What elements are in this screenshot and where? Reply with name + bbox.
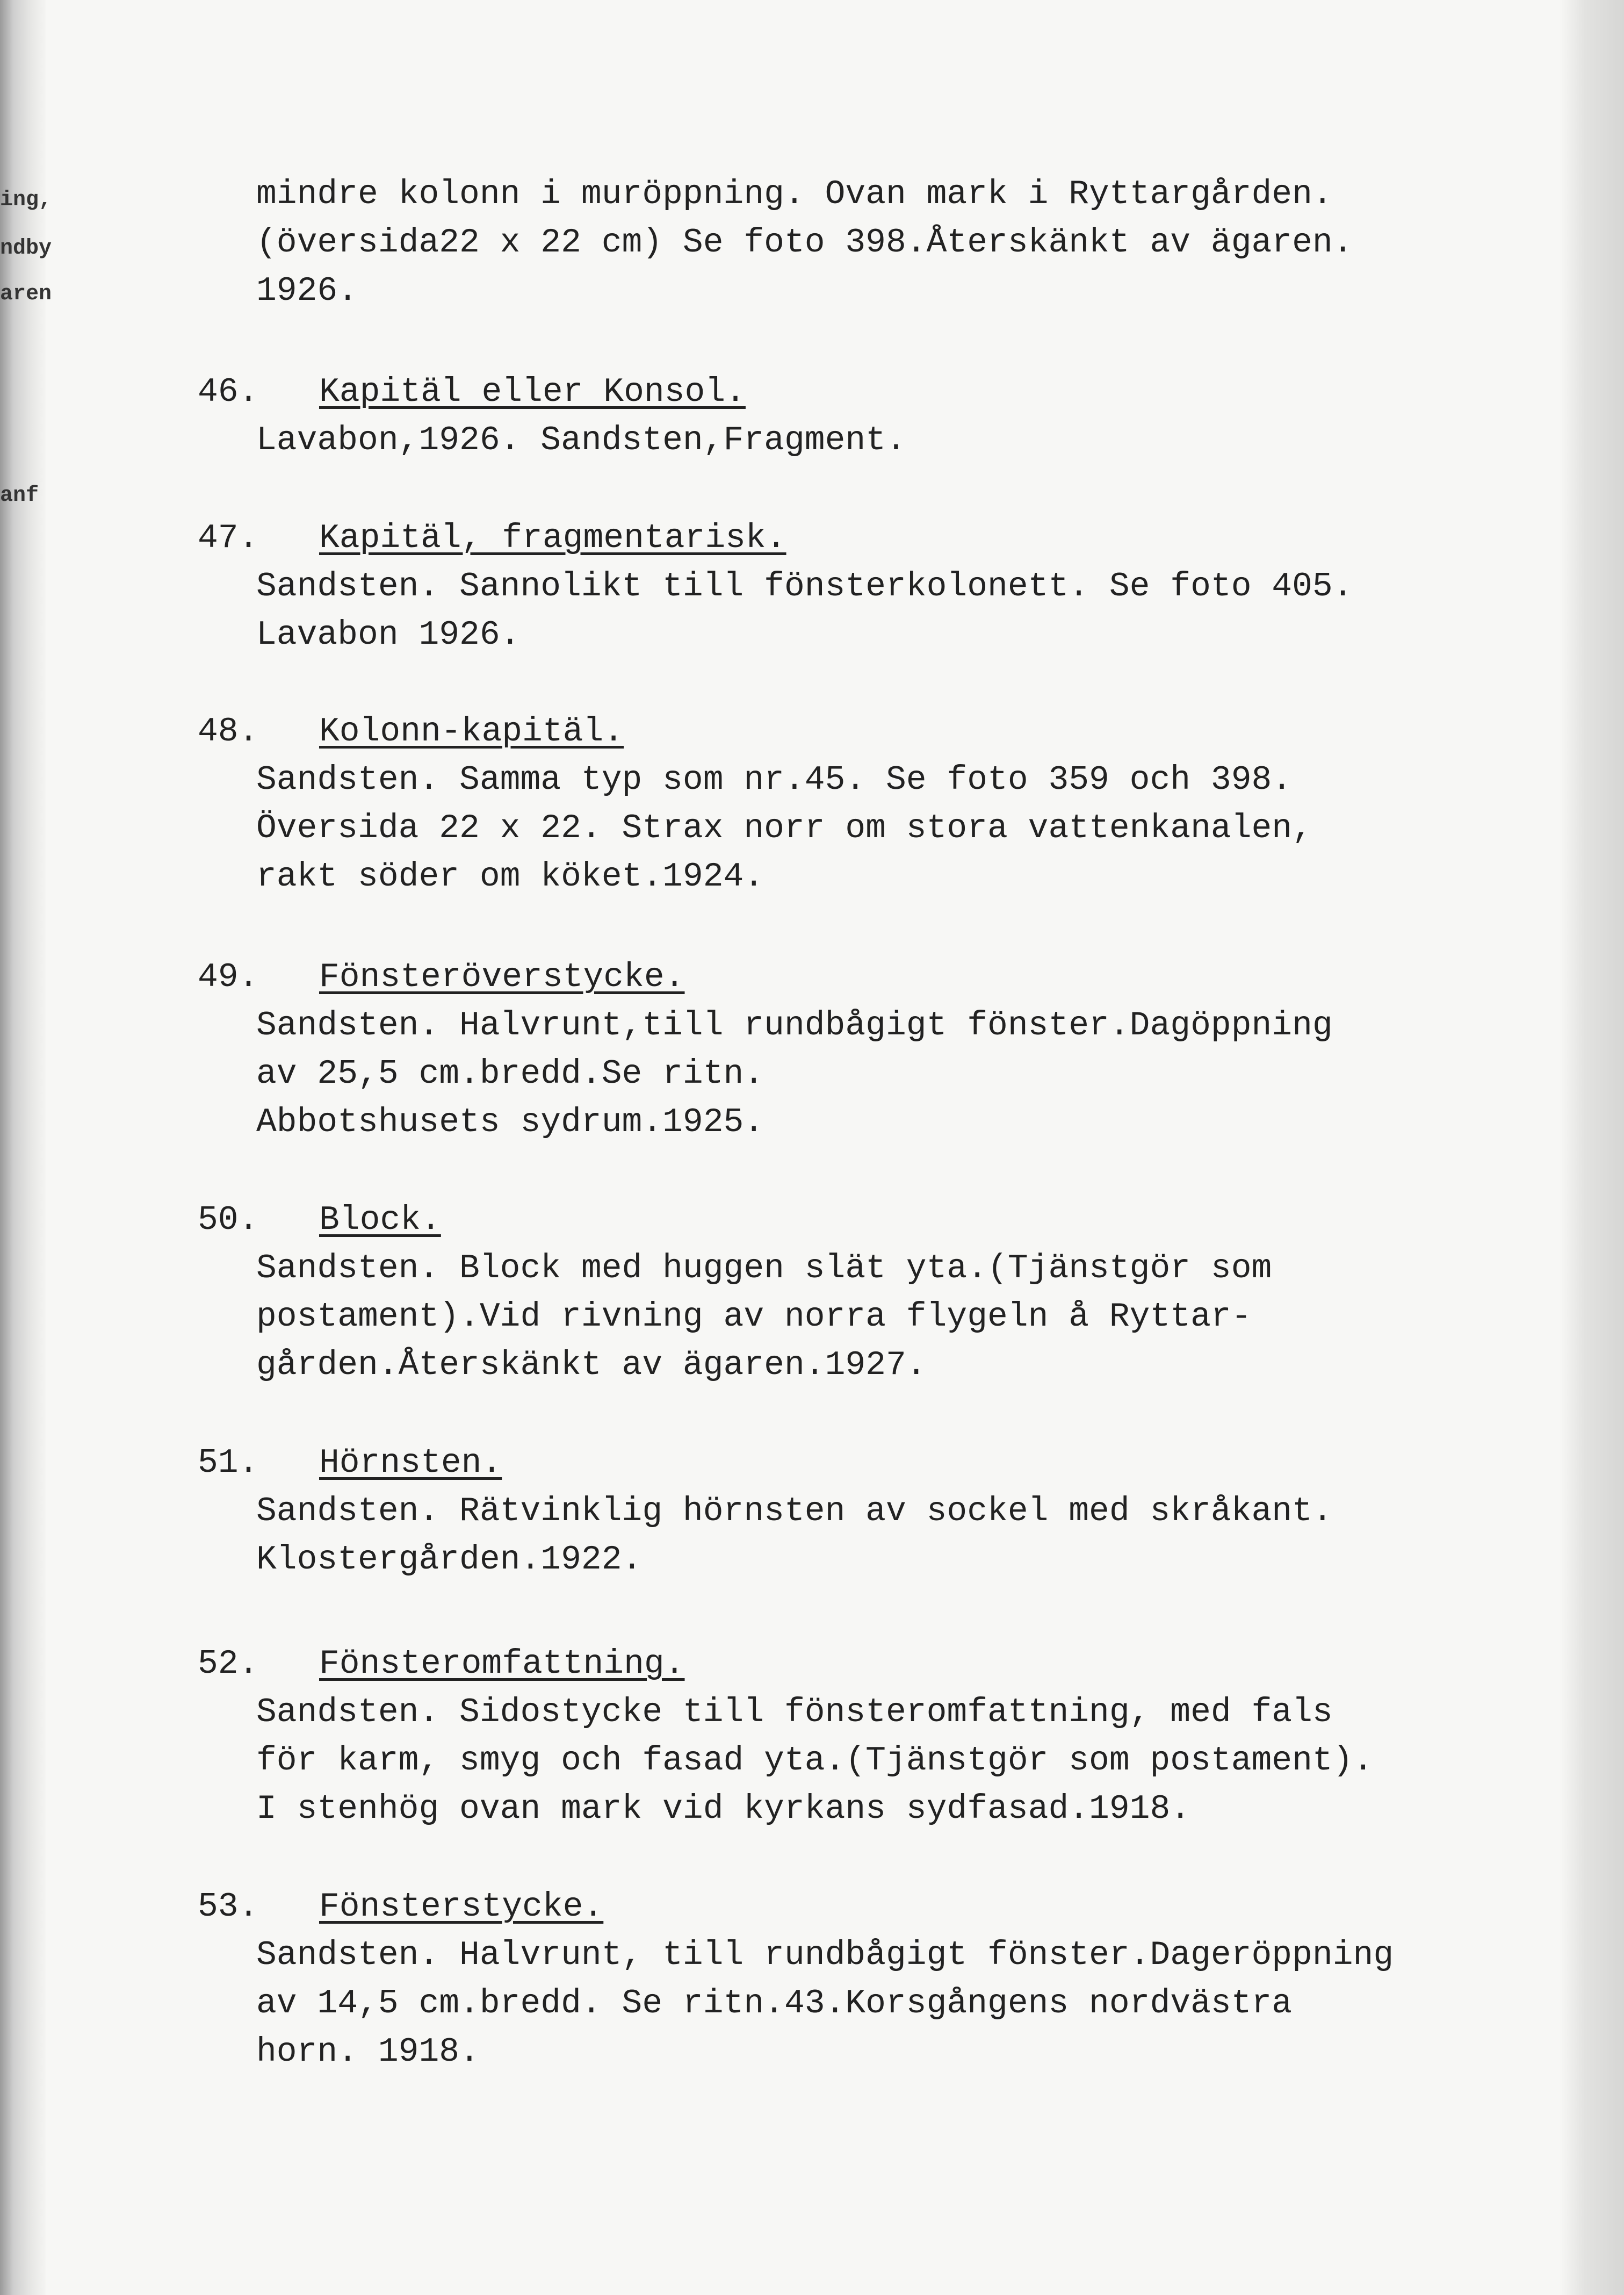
- margin-fragment: anf: [0, 484, 39, 508]
- entry-title: Kolonn-kapitäl.: [319, 713, 624, 751]
- margin-fragment: ing,: [0, 188, 52, 212]
- entry-line: I stenhög ovan mark vid kyrkans sydfasad.1918.: [256, 1790, 1191, 1828]
- entry-body: [256, 1931, 1394, 2076]
- entry-number: 47.: [198, 519, 259, 557]
- entry-title: Block.: [319, 1201, 441, 1239]
- entry-number: 51.: [198, 1444, 259, 1482]
- entry-number: 48.: [198, 713, 259, 751]
- entry-body: [256, 1244, 1272, 1390]
- entry-number: 49.: [198, 958, 259, 996]
- entry-body: [256, 563, 1353, 659]
- entry-title: Kapitäl eller Konsol.: [319, 373, 746, 411]
- entry-line: Lavabon 1926.: [256, 616, 521, 654]
- entry-body: [256, 1002, 1333, 1147]
- intro-line: (översida22 x 22 cm) Se foto 398.Återskänkt av ägaren.: [256, 224, 1353, 262]
- entry-title: Kapitäl, fragmentarisk.: [319, 519, 786, 557]
- entry-line: Klostergården.1922.: [256, 1541, 643, 1579]
- entry-body: [256, 756, 1312, 901]
- entry-line: Sandsten. Rätvinklig hörnsten av sockel med skråkant.: [256, 1492, 1333, 1530]
- entry-line: Översida 22 x 22. Strax norr om stora vattenkanalen,: [256, 809, 1312, 847]
- margin-fragment: aren: [0, 282, 52, 306]
- intro-line: mindre kolonn i muröppning. Ovan mark i Ryttargården.: [256, 175, 1333, 213]
- entry-line: Sandsten. Samma typ som nr.45. Se foto 359 och 398.: [256, 761, 1293, 799]
- entry-number: 46.: [198, 373, 259, 411]
- entry-number: 53.: [198, 1888, 259, 1926]
- entry-line: postament).Vid rivning av norra flygeln å Ryttar-: [256, 1298, 1252, 1336]
- entry-title: Fönsterstycke.: [319, 1888, 604, 1926]
- entry-title: Fönsteröverstycke.: [319, 958, 685, 996]
- entry-title: Fönsteromfattning.: [319, 1645, 685, 1683]
- entry-line: av 14,5 cm.bredd. Se ritn.43.Korsgångens nordvästra: [256, 1984, 1293, 2023]
- entry-title: Hörnsten.: [319, 1444, 502, 1482]
- entry-line: horn. 1918.: [256, 2033, 480, 2071]
- scan-right-edge: [1560, 0, 1624, 2295]
- margin-fragment: ndby: [0, 236, 52, 261]
- entry-body: [256, 1688, 1373, 1833]
- entry-line: Abbotshusets sydrum.1925.: [256, 1103, 764, 1141]
- intro-line: 1926.: [256, 272, 358, 310]
- entry-line: Lavabon,1926. Sandsten,Fragment.: [256, 421, 906, 459]
- entry-line: för karm, smyg och fasad yta.(Tjänstgör som postament).: [256, 1742, 1374, 1780]
- entry-line: Sandsten. Halvrunt,till rundbågigt fönster.Dagöppning: [256, 1006, 1333, 1045]
- entry-number: 52.: [198, 1645, 259, 1683]
- entry-number: 50.: [198, 1201, 259, 1239]
- entry-line: Sandsten. Sannolikt till fönsterkolonett. Se foto 405.: [256, 567, 1353, 606]
- entry-line: Sandsten. Halvrunt, till rundbågigt fönster.Dageröppning: [256, 1936, 1394, 1974]
- entry-line: av 25,5 cm.bredd.Se ritn.: [256, 1055, 764, 1093]
- scan-left-edge: [0, 0, 46, 2295]
- entry-line: rakt söder om köket.1924.: [256, 858, 764, 896]
- entry-body: [256, 1487, 1333, 1584]
- entry-body: [256, 416, 906, 465]
- entry-line: gården.Återskänkt av ägaren.1927.: [256, 1346, 927, 1384]
- entry-line: Sandsten. Sidostycke till fönsteromfattning, med fals: [256, 1693, 1333, 1731]
- entry-line: Sandsten. Block med huggen slät yta.(Tjänstgör som: [256, 1249, 1272, 1287]
